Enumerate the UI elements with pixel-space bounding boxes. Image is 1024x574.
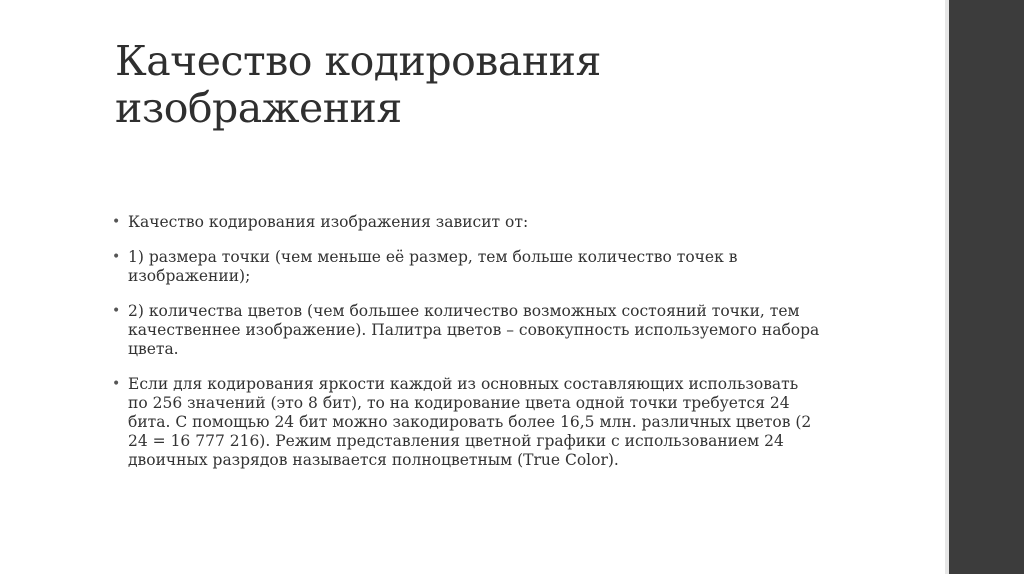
bullet-item [112, 248, 822, 286]
bullet-dot-icon: • [112, 303, 121, 319]
bullet-text: 1) размера точки (чем меньше её размер, тем больше количество точек в изображении); [128, 248, 738, 285]
sidebar-strip [949, 0, 1024, 574]
bullet-dot-icon: • [112, 249, 121, 265]
bullet-item [112, 213, 822, 232]
slide-title-line-2: изображения [115, 84, 402, 132]
bullet-text: Если для кодирования яркости каждой из основных составляющих использовать по 256 значений (это 8 бит), то на кодирование цвета одной точки требуется 24 бита. С помощью 24 бит можно закодировать более 16,5 млн. различных цветов (2 24 = 16 777 216). Режим представления цветной графики с использованием 24 двоичных разрядов называется полноцветным (True Color). [128, 375, 812, 469]
bullet-text: Качество кодирования изображения зависит от: [128, 213, 529, 231]
slide-title [115, 38, 875, 132]
bullet-dot-icon: • [112, 214, 121, 230]
bullet-dot-icon: • [112, 376, 121, 392]
bullet-item [112, 302, 822, 359]
bullet-list [112, 213, 822, 486]
bullet-text: 2) количества цветов (чем большее количество возможных состояний точки, тем качественнее изображение). Палитра цветов – совокупность используемого набора цвета. [128, 302, 820, 358]
bullet-item [112, 375, 822, 470]
slide-title-line-1: Качество кодирования [115, 37, 601, 85]
